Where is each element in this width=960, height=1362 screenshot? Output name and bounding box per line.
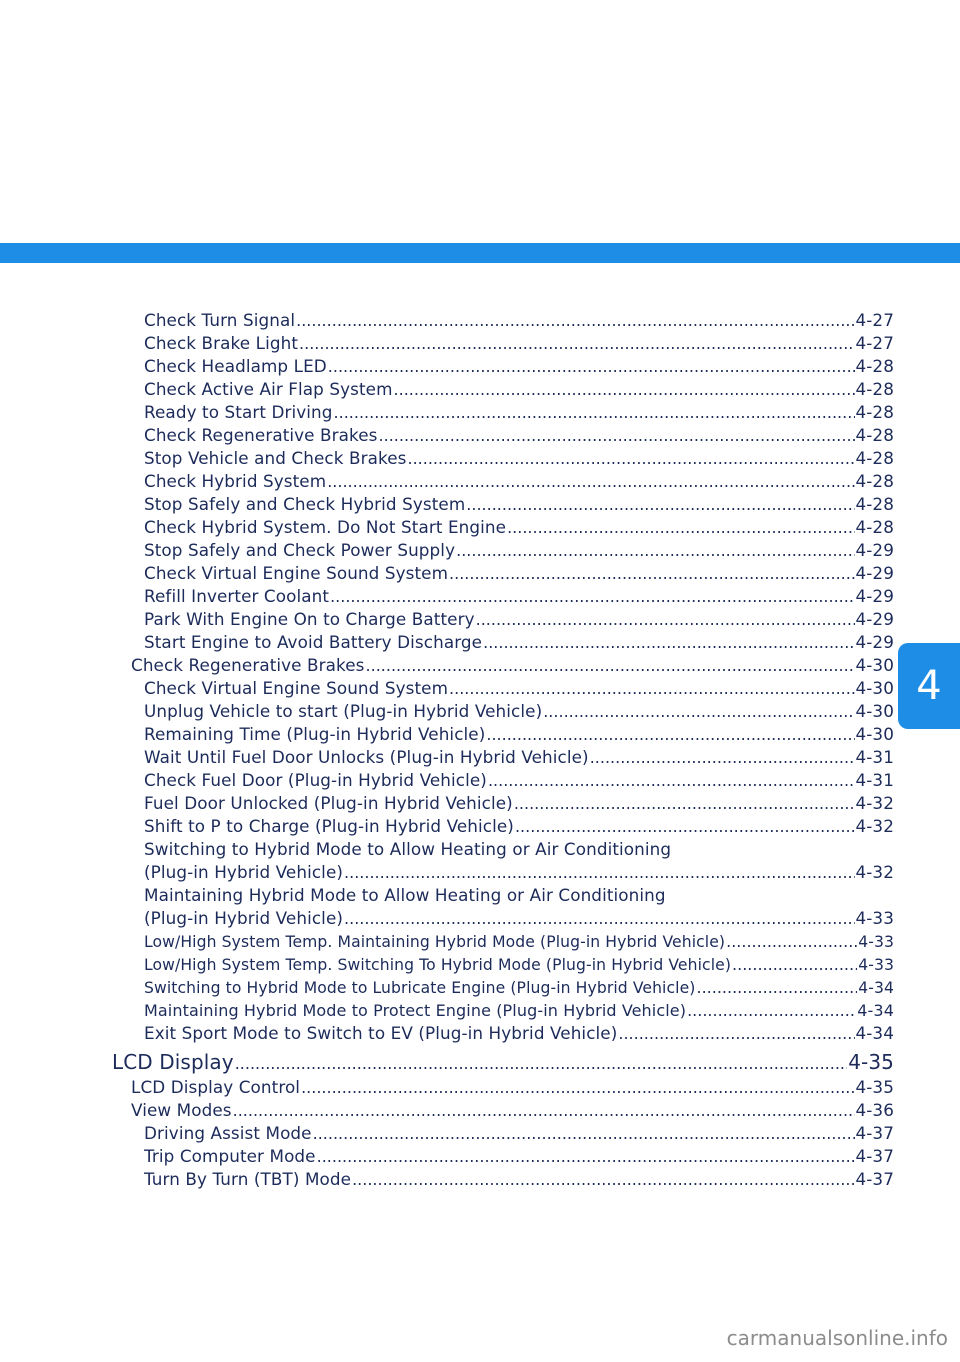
toc-entry-first-line[interactable]: Switching to Hybrid Mode to Allow Heating or Air Conditioning: [144, 839, 672, 859]
toc-entry-page: 4-33: [858, 956, 894, 974]
toc-entry-title: Unplug Vehicle to start (Plug-in Hybrid Vehicle): [144, 701, 543, 721]
toc-entry-page: 4-34: [858, 979, 894, 997]
leader-dots: [313, 1122, 855, 1145]
toc-entry-page: 4-28: [855, 402, 894, 422]
toc-entry-title: (Plug-in Hybrid Vehicle): [144, 908, 344, 928]
toc-entry-page: 4-29: [855, 609, 894, 629]
leader-dots: [327, 470, 854, 493]
leader-dots: [330, 585, 854, 608]
toc-entry-title: Remaining Time (Plug-in Hybrid Vehicle): [144, 724, 486, 744]
leader-dots: [379, 424, 855, 447]
toc-entry[interactable]: [131, 1076, 894, 1099]
toc-entry-title: Stop Vehicle and Check Brakes: [144, 448, 407, 468]
toc-entry-title: Low/High System Temp. Switching To Hybrid Mode (Plug-in Hybrid Vehicle): [144, 956, 732, 974]
toc-entry[interactable]: [144, 700, 894, 723]
toc-entry-page: 4-30: [855, 655, 894, 675]
toc-section-entry[interactable]: [112, 1049, 894, 1077]
toc-section-page: 4-35: [848, 1050, 894, 1074]
toc-entry[interactable]: [144, 907, 894, 930]
toc-entry-page: 4-28: [855, 356, 894, 376]
toc-entry[interactable]: [131, 654, 894, 677]
toc-entry-page: 4-28: [855, 471, 894, 491]
leader-dots: [301, 1076, 854, 1099]
leader-dots: [317, 1145, 855, 1168]
toc-entry[interactable]: [144, 723, 894, 746]
leader-dots: [507, 516, 854, 539]
leader-dots: [732, 953, 857, 976]
toc-entry[interactable]: [144, 631, 894, 654]
toc-entry-title: Refill Inverter Coolant: [144, 586, 330, 606]
toc-entry-title: Exit Sport Mode to Switch to EV (Plug-in Hybrid Vehicle): [144, 1023, 618, 1043]
leader-dots: [394, 378, 855, 401]
toc-entry-page: 4-29: [855, 632, 894, 652]
toc-entry-first-line[interactable]: Maintaining Hybrid Mode to Allow Heating or Air Conditioning: [144, 885, 666, 905]
toc-entry[interactable]: [144, 792, 894, 815]
toc-entry-title: Check Turn Signal: [144, 310, 296, 330]
toc-entry-page: 4-27: [855, 310, 894, 330]
toc-entry[interactable]: [144, 309, 894, 332]
leader-dots: [328, 355, 855, 378]
toc-entry-title: Trip Computer Mode: [144, 1146, 316, 1166]
toc-entry[interactable]: [144, 930, 894, 954]
toc-entry-page: 4-32: [855, 793, 894, 813]
toc-entry[interactable]: [144, 815, 894, 838]
leader-dots: [334, 401, 855, 424]
header-accent-bar: [0, 243, 960, 263]
toc-entry[interactable]: [144, 999, 894, 1022]
leader-dots: [486, 723, 854, 746]
leader-dots: [299, 332, 854, 355]
toc-entry-title: Start Engine to Avoid Battery Discharge: [144, 632, 483, 652]
toc-entry[interactable]: [144, 332, 894, 355]
toc-entry-page: 4-31: [855, 747, 894, 767]
toc-entry-title: Low/High System Temp. Maintaining Hybrid Mode (Plug-in Hybrid Vehicle): [144, 933, 726, 951]
leader-dots: [483, 631, 854, 654]
leader-dots: [449, 677, 854, 700]
toc-entry-title: Ready to Start Driving: [144, 402, 333, 422]
toc-entry[interactable]: [144, 470, 894, 493]
leader-dots: [543, 700, 854, 723]
toc-entry[interactable]: [144, 746, 894, 769]
toc-entry-title: Maintaining Hybrid Mode to Protect Engine (Plug-in Hybrid Vehicle): [144, 1001, 687, 1020]
leader-dots: [449, 562, 854, 585]
toc-entry-title: Stop Safely and Check Hybrid System: [144, 494, 466, 514]
toc-section-title: LCD Display: [112, 1050, 234, 1074]
toc-entry[interactable]: [144, 401, 894, 424]
toc-entry-title: Check Virtual Engine Sound System: [144, 563, 449, 583]
toc-entry[interactable]: [144, 539, 894, 562]
leader-dots: [618, 1022, 854, 1045]
toc-entry[interactable]: [144, 953, 894, 977]
toc-entry[interactable]: [144, 1145, 894, 1168]
toc-entry-page: 4-29: [855, 540, 894, 560]
toc-entry[interactable]: [144, 447, 894, 470]
leader-dots: [515, 815, 855, 838]
toc-entry-page: 4-29: [855, 586, 894, 606]
toc-entry-page: 4-34: [855, 1023, 894, 1043]
toc-entry-title: Check Hybrid System. Do Not Start Engine: [144, 517, 507, 537]
toc-entry-title: LCD Display Control: [131, 1077, 301, 1097]
leader-dots: [456, 539, 854, 562]
toc-entry[interactable]: [144, 585, 894, 608]
chapter-tab[interactable]: [898, 643, 960, 729]
toc-entry-page: 4-37: [855, 1123, 894, 1143]
toc-entry-page: 4-30: [855, 678, 894, 698]
toc-entry-page: 4-37: [855, 1146, 894, 1166]
watermark: carmanualsonline.info: [726, 1326, 948, 1350]
chapter-number: 4: [916, 663, 942, 709]
toc-entry-page: 4-32: [855, 816, 894, 836]
toc-entry-page: 4-32: [855, 862, 894, 882]
toc-entry[interactable]: [144, 424, 894, 447]
toc-entry[interactable]: [144, 1168, 894, 1191]
toc-entry-title: View Modes: [131, 1100, 232, 1120]
toc-entry-page: 4-29: [855, 563, 894, 583]
leader-dots: [235, 1051, 848, 1077]
toc-entry-page: 4-28: [855, 379, 894, 399]
toc-entry-page: 4-35: [855, 1077, 894, 1097]
toc-entry-page: 4-28: [855, 448, 894, 468]
leader-dots: [296, 309, 854, 332]
toc-entry-title: Check Virtual Engine Sound System: [144, 678, 449, 698]
toc-entry[interactable]: [144, 378, 894, 401]
toc-entry-page: 4-28: [855, 494, 894, 514]
toc-entry-title: Stop Safely and Check Power Supply: [144, 540, 456, 560]
leader-dots: [590, 746, 855, 769]
toc-entry-page: 4-27: [855, 333, 894, 353]
toc-entry-page: 4-28: [855, 517, 894, 537]
leader-dots: [726, 930, 857, 953]
toc-entry[interactable]: [144, 516, 894, 539]
toc-entry-title: Check Active Air Flap System: [144, 379, 393, 399]
toc-entry-title: Check Regenerative Brakes: [144, 425, 378, 445]
leader-dots: [352, 1168, 854, 1191]
toc-entry-title: Check Brake Light: [144, 333, 299, 353]
toc-entry-title: Park With Engine On to Charge Battery: [144, 609, 475, 629]
leader-dots: [514, 792, 855, 815]
leader-dots: [344, 861, 854, 884]
leader-dots: [407, 447, 854, 470]
leader-dots: [344, 907, 854, 930]
toc-entry[interactable]: [144, 677, 894, 700]
toc-entry[interactable]: [144, 1122, 894, 1145]
toc-entry-page: 4-33: [858, 933, 894, 951]
toc-entry[interactable]: [144, 1022, 894, 1045]
leader-dots: [466, 493, 854, 516]
toc-entry-page: 4-30: [855, 724, 894, 744]
toc-entry-title: Switching to Hybrid Mode to Lubricate Engine (Plug-in Hybrid Vehicle): [144, 979, 696, 997]
toc-entry[interactable]: [144, 976, 894, 1000]
toc-entry-title: Turn By Turn (TBT) Mode: [144, 1169, 352, 1189]
toc-entry[interactable]: [144, 493, 894, 516]
leader-dots: [488, 769, 855, 792]
toc-entry-page: 4-34: [857, 1001, 894, 1020]
toc-entry[interactable]: [144, 608, 894, 631]
toc-entry[interactable]: [144, 562, 894, 585]
toc-entry-title: Check Regenerative Brakes: [131, 655, 365, 675]
leader-dots: [696, 976, 857, 999]
toc-entry[interactable]: [144, 769, 894, 792]
toc-entry-title: Fuel Door Unlocked (Plug-in Hybrid Vehicle): [144, 793, 513, 813]
toc-entry-title: Shift to P to Charge (Plug-in Hybrid Vehicle): [144, 816, 514, 836]
toc-entry-title: Check Headlamp LED: [144, 356, 327, 376]
leader-dots: [233, 1099, 855, 1122]
toc-entry-title: Driving Assist Mode: [144, 1123, 312, 1143]
leader-dots: [476, 608, 855, 631]
toc-entry-page: 4-28: [855, 425, 894, 445]
toc-entry-page: 4-37: [855, 1169, 894, 1189]
toc-entry-page: 4-31: [855, 770, 894, 790]
toc-entry-page: 4-30: [855, 701, 894, 721]
toc-entry-title: Wait Until Fuel Door Unlocks (Plug-in Hybrid Vehicle): [144, 747, 589, 767]
leader-dots: [366, 654, 855, 677]
toc-entry-page: 4-33: [855, 908, 894, 928]
toc-entry-title: Check Fuel Door (Plug-in Hybrid Vehicle): [144, 770, 487, 790]
toc-entry[interactable]: [144, 355, 894, 378]
toc-entry-page: 4-36: [855, 1100, 894, 1120]
toc-entry-title: Check Hybrid System: [144, 471, 327, 491]
leader-dots: [687, 999, 856, 1022]
toc-entry[interactable]: [131, 1099, 894, 1122]
toc-entry[interactable]: [144, 861, 894, 884]
toc-entry-title: (Plug-in Hybrid Vehicle): [144, 862, 344, 882]
